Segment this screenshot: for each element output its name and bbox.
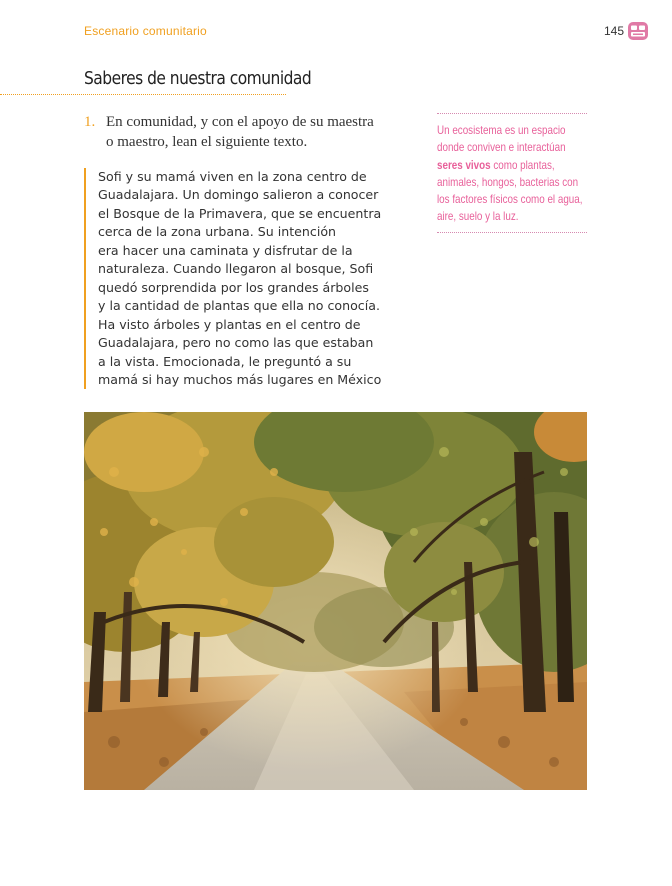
- story-line: Ha visto árboles y plantas en el centro de: [98, 316, 361, 332]
- ecosystem-note: [437, 113, 587, 233]
- instruction-number: 1.: [84, 114, 96, 130]
- story-line: Sofi y su mamá viven en la zona centro de: [98, 169, 367, 184]
- note-line-rest: como plantas,: [490, 157, 555, 172]
- story-line: Guadalajara. Un domingo salieron a conocer: [98, 187, 379, 203]
- title-divider: [0, 94, 286, 95]
- story-line: era hacer una caminata y disfrutar de la: [98, 242, 353, 258]
- page-number: 145: [604, 24, 625, 38]
- note-line: [437, 157, 560, 174]
- note-keyword: seres vivos: [437, 157, 491, 172]
- section-title: Saberes de nuestra comunidad: [84, 68, 312, 89]
- story-line: Guadalajara, pero no como las que estaban: [98, 335, 374, 351]
- note-line: Un ecosistema es un espacio: [437, 123, 566, 137]
- instruction: [84, 112, 424, 152]
- note-line: los factores físicos como el agua,: [437, 192, 583, 207]
- story-line: cerca de la zona urbana. Su intención: [98, 224, 337, 240]
- story-line: mamá si hay muchos más lugares en México: [98, 371, 382, 387]
- story-line: y la cantidad de plantas que ella no conocía.: [98, 298, 380, 314]
- instruction-line: En comunidad, y con el apoyo de su maestra: [106, 114, 374, 130]
- note-line: animales, hongos, bacterias con: [437, 174, 579, 189]
- scenario-icon: [628, 22, 648, 40]
- story-text: [84, 168, 420, 389]
- header-section-label: Escenario comunitario: [84, 24, 207, 38]
- story-line: quedó sorprendida por los grandes árboles: [98, 279, 369, 295]
- note-line: aire, suelo y la luz.: [437, 209, 519, 224]
- instruction-line: o maestro, lean el siguiente texto.: [106, 134, 308, 150]
- note-line: donde conviven e interactúan: [437, 140, 566, 155]
- story-line: a la vista. Emocionada, le preguntó a su: [98, 353, 352, 369]
- story-line: el Bosque de la Primavera, que se encuentra: [98, 205, 382, 221]
- instruction-text: [84, 112, 424, 152]
- forest-road-photo: [84, 412, 587, 790]
- story-line: naturaleza. Cuando llegaron al bosque, Sofi: [98, 261, 374, 277]
